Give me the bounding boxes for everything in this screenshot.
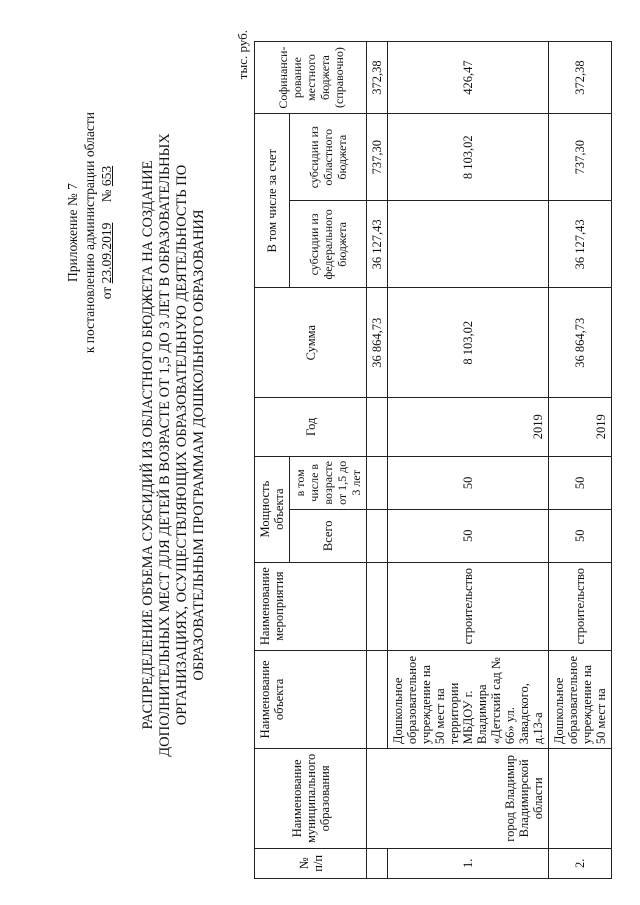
- row-2-year: 2019: [549, 397, 612, 456]
- header-event: Наименование мероприятия: [255, 562, 367, 650]
- row-1-municipality: город Владимир Владимирской области: [367, 749, 549, 849]
- totals-federal: 36 127,43: [367, 201, 388, 288]
- table-row: [549, 42, 612, 879]
- row-1-event: строительство: [388, 562, 549, 650]
- totals-local: 372,38: [367, 42, 388, 114]
- row-2-capacity-age: 50: [549, 456, 612, 509]
- totals-sum: 36 864,73: [367, 288, 388, 397]
- row-2-num: 2.: [549, 848, 612, 878]
- appendix-resolution: к постановлению администрации области: [82, 112, 97, 354]
- row-1-local: 426,47: [388, 42, 549, 114]
- row-1-sum: 8 103,02: [388, 288, 549, 397]
- header-capacity-total: Всего: [290, 509, 367, 562]
- appendix-date: 23.09.2019: [99, 222, 114, 284]
- row-1-capacity-age: 50: [388, 456, 549, 509]
- header-municipality: Наименование муниципального образования: [255, 749, 367, 849]
- row-1-num: 1.: [388, 848, 549, 878]
- header-capacity-age: в том числе в возрасте от 1,5 до 3 лет: [290, 456, 367, 509]
- totals-row: [367, 42, 388, 879]
- header-num: № п/п: [255, 848, 367, 878]
- header-sum: Сумма: [255, 288, 367, 397]
- row-2-object: Дошкольное образовательное учреждение на 50 мест на: [549, 650, 612, 748]
- row-2-municipality: [549, 749, 612, 849]
- document-title: РАСПРЕДЕЛЕНИЕ ОБЪЕМА СУБСИДИЙ ИЗ ОБЛАСТНОГО БЮДЖЕТА НА СОЗДАНИЕ ДОПОЛНИТЕЛЬНЫХ МЕСТ ДЛЯ ДЕТЕЙ В ВОЗРАСТЕ ОТ 1,5 ДО 3 ЛЕТ В ОБРАЗОВАТЕЛЬНЫХ ОРГАНИЗАЦИЯХ, ОСУЩЕСТВЛЯЮЩИХ ОБРАЗОВАТЕЛЬНУЮ ДЕЯТЕЛЬНОСТЬ ПО ОБРАЗОВАТЕЛЬНЫМ ПРОГРАММАМ ДОШКОЛЬНОГО ОБРАЗОВАНИЯ: [140, 133, 207, 757]
- header-local: Софинанси-рование местного бюджета (справочно): [255, 42, 367, 114]
- header-federal: субсидии из федерального бюджета: [290, 201, 367, 288]
- header-object: Наименование объекта: [255, 650, 367, 748]
- row-2-capacity-total: 50: [549, 509, 612, 562]
- units-label: тыс. руб.: [235, 30, 250, 80]
- header-including: В том числе за счет: [255, 114, 290, 288]
- row-2-regional: 737,30: [549, 114, 612, 201]
- row-1-capacity-total: 50: [388, 509, 549, 562]
- header-year: Год: [255, 397, 367, 456]
- header-capacity: Мощность объекта: [255, 456, 290, 562]
- totals-regional: 737,30: [367, 114, 388, 201]
- row-2-sum: 36 864,73: [549, 288, 612, 397]
- appendix-title: Приложение № 7: [65, 183, 80, 282]
- row-2-event: строительство: [549, 562, 612, 650]
- appendix-date-line: от 23.09.2019 № 653: [99, 165, 114, 300]
- row-1-federal: [388, 201, 549, 288]
- appendix-block: [64, 112, 115, 353]
- header-row-1: [255, 42, 290, 879]
- row-1-year: 2019: [388, 397, 549, 456]
- row-1-object: Дошкольное образовательное учреждение на 50 мест на территории МБДОУ г. Владимира «Детский сад № 66» ул. Завадского, д.13-а: [388, 650, 549, 748]
- row-1-regional: 8 103,02: [388, 114, 549, 201]
- header-regional: субсидии из областного бюджета: [290, 114, 367, 201]
- subsidy-table: [254, 41, 612, 879]
- row-2-federal: 36 127,43: [549, 201, 612, 288]
- appendix-number: 653: [99, 165, 114, 187]
- row-2-local: 372,38: [549, 42, 612, 114]
